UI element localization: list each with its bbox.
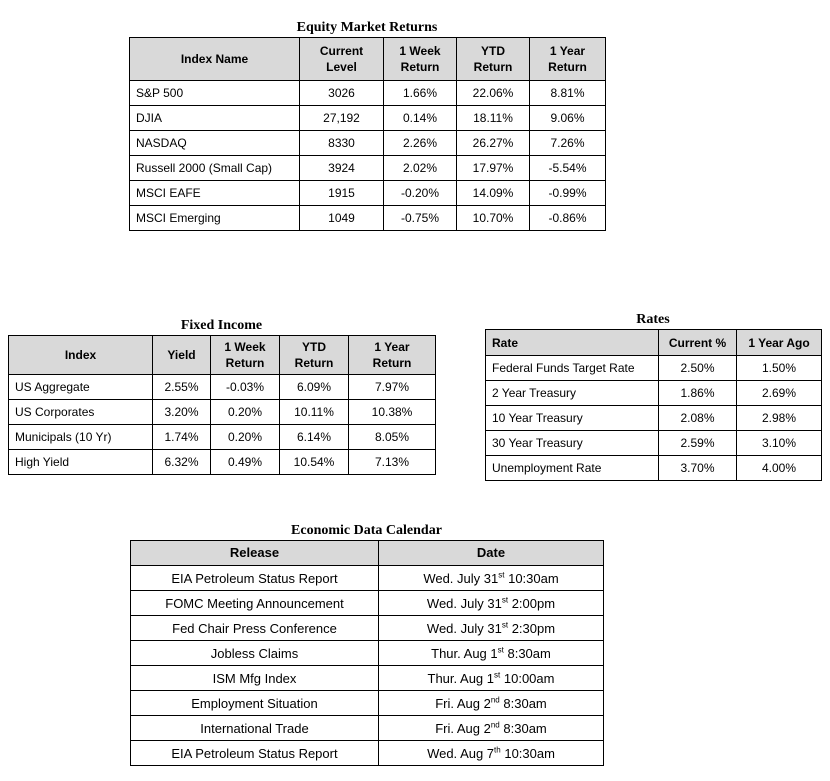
rates-cell: Federal Funds Target Rate (486, 356, 659, 381)
equity-cell: 14.09% (457, 181, 530, 206)
fixed-header-1-year-return: 1 Year Return (349, 336, 436, 375)
table-row (131, 716, 604, 741)
equity-cell: -0.99% (530, 181, 606, 206)
fixed-cell: 7.13% (349, 450, 436, 475)
table-row (486, 431, 822, 456)
rates-cell: 10 Year Treasury (486, 406, 659, 431)
table-row (131, 591, 604, 616)
equity-cell: -0.20% (384, 181, 457, 206)
rates-cell: 2.69% (737, 381, 822, 406)
calendar-header-row (131, 541, 604, 566)
rates-cell: 1.86% (659, 381, 737, 406)
equity-cell: 1049 (300, 206, 384, 231)
date-day: Thur. Aug 1 (427, 670, 495, 686)
equity-header-current-level: Current Level (300, 38, 384, 81)
table-row (486, 406, 822, 431)
rates-cell: 1.50% (737, 356, 822, 381)
table-row (9, 375, 436, 400)
date-time: 8:30am (503, 695, 547, 711)
date-day: Wed. Aug 7 (427, 745, 495, 761)
date-time: 10:00am (503, 670, 555, 686)
date-suffix: nd (490, 720, 500, 730)
table-row (130, 131, 606, 156)
equity-cell: 8.81% (530, 81, 606, 106)
equity-cell: MSCI Emerging (130, 206, 300, 231)
fixed-cell: 7.97% (349, 375, 436, 400)
rates-cell: 2 Year Treasury (486, 381, 659, 406)
equity-cell: MSCI EAFE (130, 181, 300, 206)
fixed-cell: US Corporates (9, 400, 153, 425)
date-day: Fri. Aug 2 (435, 695, 491, 711)
rates-header-row (486, 330, 822, 356)
calendar-date (379, 591, 604, 616)
table-row (486, 356, 822, 381)
calendar-date (379, 616, 604, 641)
rates-cell: 4.00% (737, 456, 822, 481)
table-row (131, 641, 604, 666)
calendar-date (379, 691, 604, 716)
fixed-income-table (8, 335, 436, 475)
fixed-cell: Municipals (10 Yr) (9, 425, 153, 450)
fixed-cell: 6.09% (280, 375, 349, 400)
date-day: Fri. Aug 2 (435, 720, 491, 736)
fixed-cell: 6.32% (153, 450, 211, 475)
date-time: 2:30pm (511, 620, 556, 636)
rates-table (485, 329, 822, 481)
fixed-cell: 8.05% (349, 425, 436, 450)
calendar-header-date: Date (379, 541, 604, 566)
equity-cell: 22.06% (457, 81, 530, 106)
equity-cell: 3924 (300, 156, 384, 181)
equity-cell: -5.54% (530, 156, 606, 181)
calendar-date (379, 666, 604, 691)
fixed-cell: 6.14% (280, 425, 349, 450)
equity-cell: 7.26% (530, 131, 606, 156)
equity-table (129, 37, 606, 231)
calendar-release: EIA Petroleum Status Report (131, 741, 379, 766)
fixed-cell: -0.03% (211, 375, 280, 400)
table-row (9, 425, 436, 450)
equity-cell: 9.06% (530, 106, 606, 131)
fixed-header-ytd-return: YTD Return (280, 336, 349, 375)
table-row (131, 691, 604, 716)
equity-title: Equity Market Returns (296, 20, 438, 35)
fixed-cell: 0.20% (211, 425, 280, 450)
calendar-date (379, 741, 604, 766)
fixed-cell: 10.11% (280, 400, 349, 425)
equity-cell: 3026 (300, 81, 384, 106)
date-time: 2:00pm (511, 595, 556, 611)
date-time: 10:30am (504, 745, 555, 761)
fixed-cell: 10.38% (349, 400, 436, 425)
fixed-income-title: Fixed Income (180, 318, 263, 333)
calendar-release: EIA Petroleum Status Report (131, 566, 379, 591)
fixed-cell: 10.54% (280, 450, 349, 475)
date-day: Wed. July 31 (426, 595, 502, 611)
date-day: Wed. July 31 (423, 570, 499, 586)
equity-header-ytd-return: YTD Return (457, 38, 530, 81)
fixed-cell: 2.55% (153, 375, 211, 400)
equity-cell: 1915 (300, 181, 384, 206)
calendar-release: Jobless Claims (131, 641, 379, 666)
equity-market-returns-section (129, 18, 605, 231)
date-suffix: st (501, 595, 509, 605)
calendar-date (379, 566, 604, 591)
rates-cell: 30 Year Treasury (486, 431, 659, 456)
table-row (130, 106, 606, 131)
date-time: 8:30am (507, 645, 551, 661)
calendar-table (130, 540, 604, 766)
equity-cell: 1.66% (384, 81, 457, 106)
rates-title: Rates (636, 312, 670, 327)
date-suffix: st (497, 645, 504, 655)
date-day: Wed. July 31 (426, 620, 502, 636)
table-row (9, 450, 436, 475)
calendar-title: Economic Data Calendar (291, 523, 442, 538)
fixed-income-section (8, 316, 435, 475)
equity-cell: 8330 (300, 131, 384, 156)
equity-cell: 10.70% (457, 206, 530, 231)
equity-header-row (130, 38, 606, 81)
equity-cell: 2.02% (384, 156, 457, 181)
rates-cell: 2.08% (659, 406, 737, 431)
rates-cell: Unemployment Rate (486, 456, 659, 481)
date-day: Thur. Aug 1 (431, 645, 498, 661)
rates-cell: 2.50% (659, 356, 737, 381)
fixed-cell: 1.74% (153, 425, 211, 450)
fixed-header-index: Index (9, 336, 153, 375)
equity-cell: NASDAQ (130, 131, 300, 156)
rates-cell: 2.98% (737, 406, 822, 431)
fixed-header-1-week-return: 1 Week Return (211, 336, 280, 375)
date-time: 10:30am (508, 570, 559, 586)
calendar-release: Employment Situation (131, 691, 379, 716)
table-row (130, 206, 606, 231)
calendar-release: FOMC Meeting Announcement (131, 591, 379, 616)
date-suffix: st (494, 670, 501, 680)
rates-header-current: Current % (659, 330, 737, 356)
fixed-cell: High Yield (9, 450, 153, 475)
table-row (131, 616, 604, 641)
table-row (131, 666, 604, 691)
equity-header-1-week-return: 1 Week Return (384, 38, 457, 81)
equity-cell: DJIA (130, 106, 300, 131)
table-row (130, 81, 606, 106)
equity-cell: -0.75% (384, 206, 457, 231)
equity-cell: 26.27% (457, 131, 530, 156)
fixed-income-header-row (9, 336, 436, 375)
calendar-release: ISM Mfg Index (131, 666, 379, 691)
rates-section (485, 310, 821, 481)
calendar-header-release: Release (131, 541, 379, 566)
date-suffix: nd (490, 695, 500, 705)
rates-cell: 3.10% (737, 431, 822, 456)
equity-cell: 2.26% (384, 131, 457, 156)
equity-cell: 18.11% (457, 106, 530, 131)
rates-header-rate: Rate (486, 330, 659, 356)
table-row (130, 156, 606, 181)
fixed-header-yield: Yield (153, 336, 211, 375)
table-row (130, 181, 606, 206)
calendar-date (379, 641, 604, 666)
date-suffix: st (498, 570, 505, 580)
table-row (486, 456, 822, 481)
equity-cell: S&P 500 (130, 81, 300, 106)
date-suffix: st (501, 620, 509, 630)
equity-cell: 0.14% (384, 106, 457, 131)
table-row (131, 741, 604, 766)
table-row (486, 381, 822, 406)
equity-cell: 17.97% (457, 156, 530, 181)
rates-header-1-year-ago: 1 Year Ago (737, 330, 822, 356)
calendar-date (379, 716, 604, 741)
fixed-cell: 0.20% (211, 400, 280, 425)
date-time: 8:30am (503, 720, 547, 736)
fixed-cell: US Aggregate (9, 375, 153, 400)
equity-header-index-name: Index Name (130, 38, 300, 81)
equity-cell: 27,192 (300, 106, 384, 131)
table-row (131, 566, 604, 591)
rates-cell: 2.59% (659, 431, 737, 456)
fixed-cell: 0.49% (211, 450, 280, 475)
equity-header-1-year-return: 1 Year Return (530, 38, 606, 81)
calendar-release: International Trade (131, 716, 379, 741)
fixed-cell: 3.20% (153, 400, 211, 425)
equity-cell: -0.86% (530, 206, 606, 231)
economic-calendar-section (130, 521, 603, 766)
rates-cell: 3.70% (659, 456, 737, 481)
equity-cell: Russell 2000 (Small Cap) (130, 156, 300, 181)
table-row (9, 400, 436, 425)
calendar-release: Fed Chair Press Conference (131, 616, 379, 641)
date-suffix: th (494, 745, 501, 755)
